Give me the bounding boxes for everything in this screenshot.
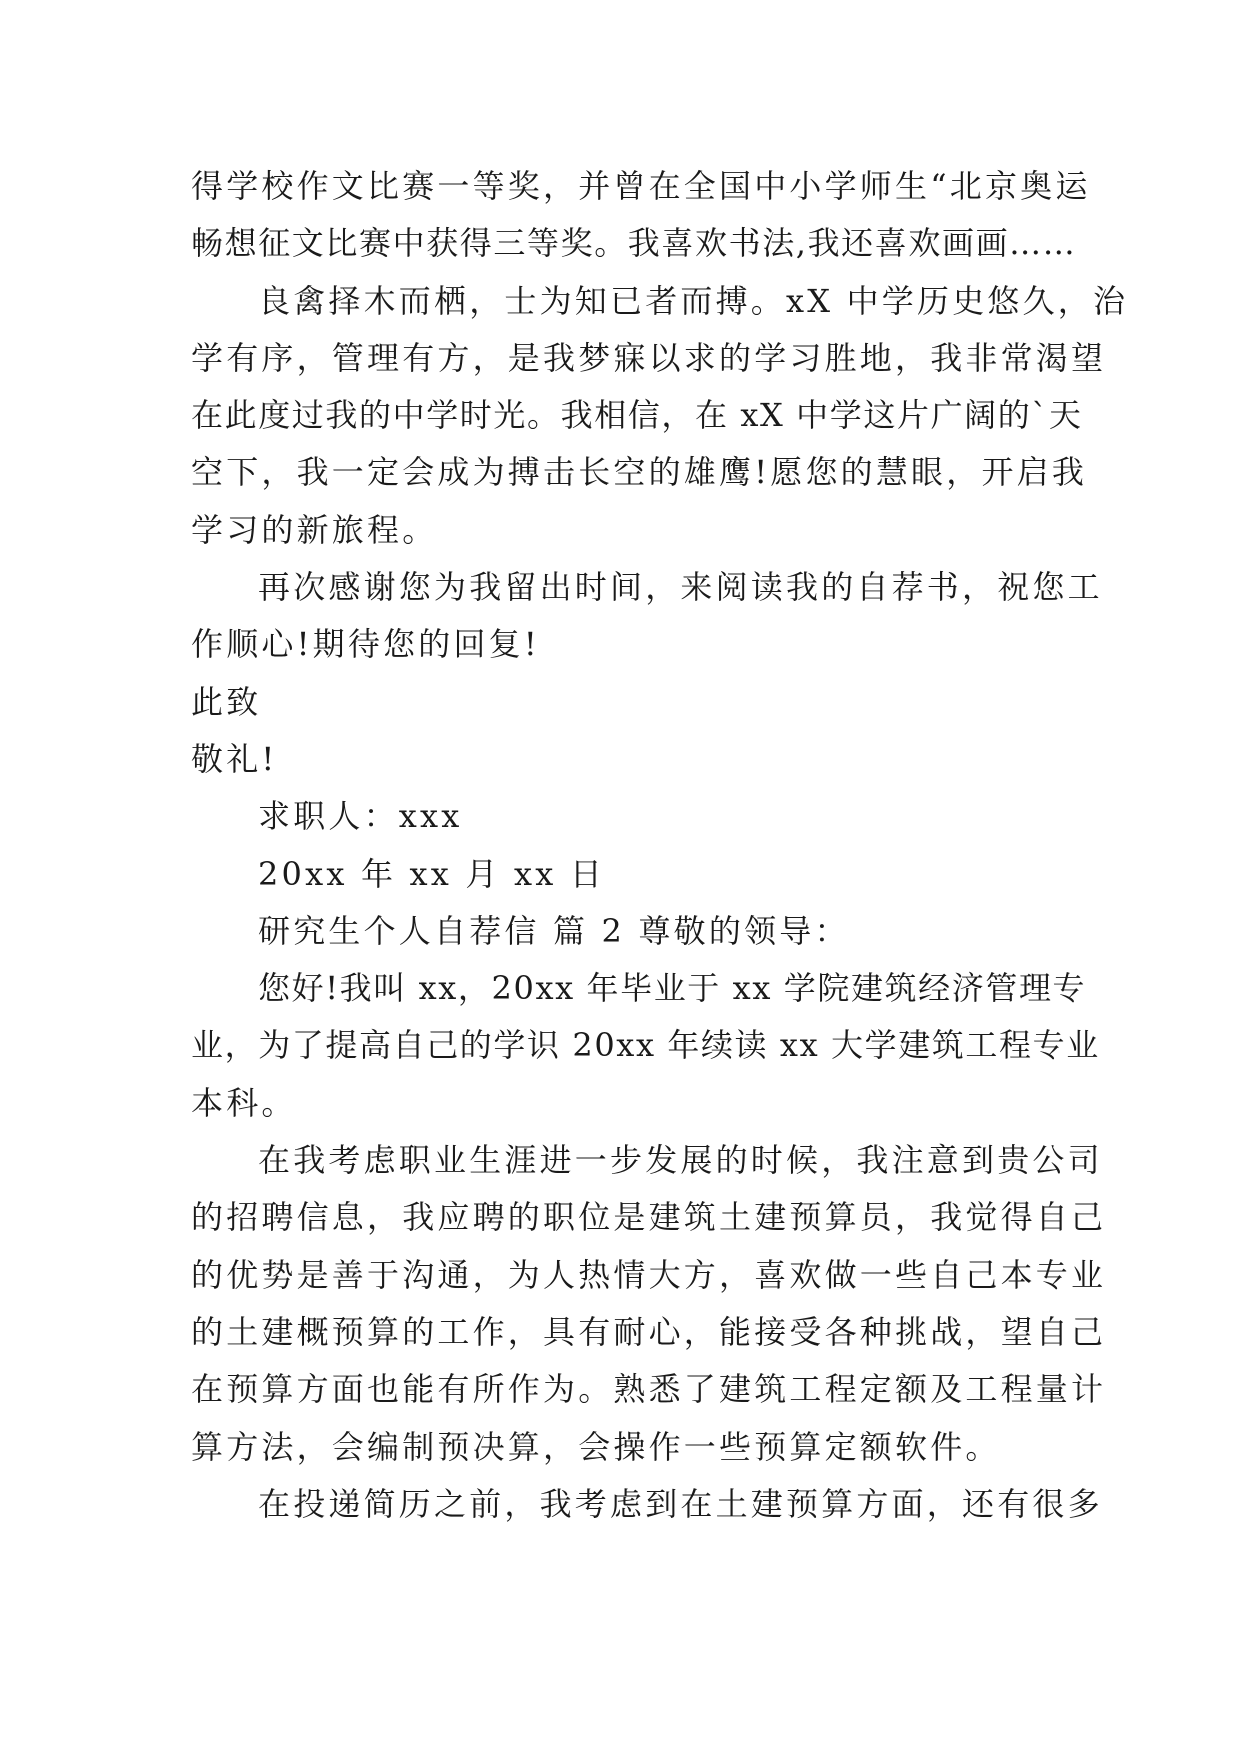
text-line: 在投递简历之前，我考虑到在土建预算方面，还有很多 [258, 1484, 1103, 1523]
text-line: 的招聘信息，我应聘的职位是建筑土建预算员，我觉得自己 [191, 1198, 1107, 1237]
text-line: 算方法，会编制预决算，会操作一些预算定额软件。 [191, 1427, 1001, 1466]
closing-salutation: 此致 [191, 682, 262, 721]
closing-regards: 敬礼! [191, 739, 278, 778]
text-line: 在预算方面也能有所作为。熟悉了建筑工程定额及工程量计 [191, 1370, 1107, 1409]
text-line: 空下，我一定会成为搏击长空的雄鹰!愿您的慧眼，开启我 [191, 453, 1088, 492]
text-line: 学习的新旅程。 [191, 510, 438, 549]
text-line: 畅想征文比赛中获得三等奖。我喜欢书法,我还喜欢画画…… [191, 224, 1077, 263]
text-line: 在此度过我的中学时光。我相信，在 xX 中学这片广阔的`天 [191, 396, 1083, 435]
signature-line: 求职人：xxx [258, 797, 463, 836]
text-line: 在我考虑职业生涯进一步发展的时候，我注意到贵公司 [258, 1141, 1103, 1180]
section-heading: 研究生个人自荐信 篇 2 尊敬的领导： [258, 911, 850, 950]
date-line: 20xx 年 xx 月 xx 日 [258, 854, 606, 893]
text-line: 业，为了提高自己的学识 20xx 年续读 xx 大学建筑工程专业 [191, 1026, 1100, 1065]
text-line: 良禽择木而栖，士为知已者而搏。xX 中学历史悠久，治 [258, 281, 1129, 320]
text-line: 作顺心!期待您的回复! [191, 625, 540, 664]
text-line: 的优势是善于沟通，为人热情大方，喜欢做一些自己本专业 [191, 1255, 1107, 1294]
text-line: 的土建概预算的工作，具有耐心，能接受各种挑战，望自己 [191, 1312, 1107, 1351]
text-line: 本科。 [191, 1083, 297, 1122]
text-line: 您好!我叫 xx，20xx 年毕业于 xx 学院建筑经济管理专 [258, 969, 1087, 1008]
letter-body [191, 158, 1129, 1533]
text-line: 得学校作文比赛一等奖，并曾在全国中小学师生“北京奥运 [191, 167, 1091, 205]
text-line: 再次感谢您为我留出时间，来阅读我的自荐书，祝您工 [258, 568, 1103, 607]
text-line: 学有序，管理有方，是我梦寐以求的学习胜地，我非常渴望 [191, 338, 1107, 377]
